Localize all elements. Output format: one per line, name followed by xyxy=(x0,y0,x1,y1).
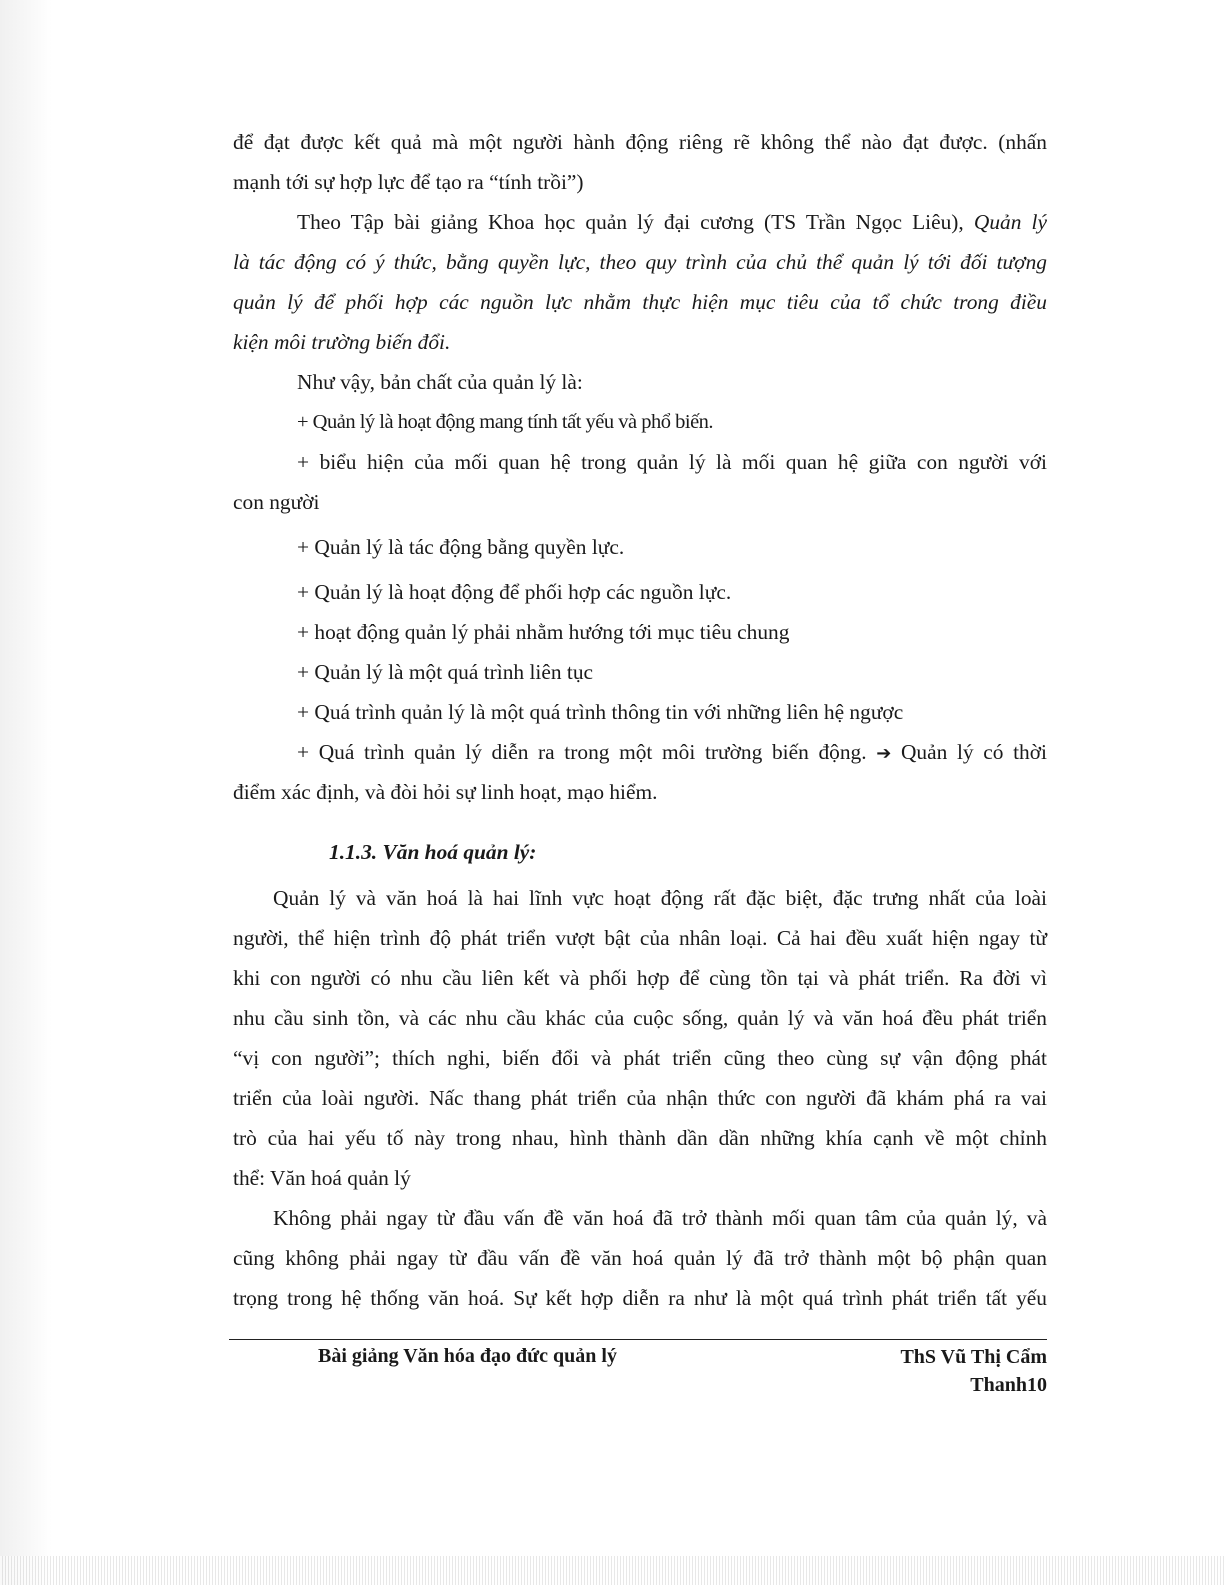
bullet-item: + biểu hiện của mối quan hệ trong quản lý là mối quan hệ giữa con người với xyxy=(297,450,1047,474)
footer-author-name: ThS Vũ Thị Cẩm xyxy=(900,1346,1047,1368)
definition-line: là tác động có ý thức, bằng quyền lực, theo quy trình của chủ thể quản lý tới đối tượng xyxy=(233,250,1047,274)
definition-line: kiện môi trường biến đổi. xyxy=(233,330,451,354)
body-line: trò của hai yếu tố này trong nhau, hình thành dần dần những khía cạnh về một chỉnh xyxy=(233,1126,1047,1150)
body-line: nhu cầu sinh tồn, và các nhu cầu khác của cuộc sống, quản lý và văn hoá đều phát triển xyxy=(233,1006,1047,1030)
body-line: khi con người có nhu cầu liên kết và phối hợp để cùng tồn tại và phát triển. Ra đời vì xyxy=(233,966,1047,990)
bullet-item: + Quản lý là hoạt động mang tính tất yếu và phổ biến. xyxy=(297,411,714,433)
body-line: người, thể hiện trình độ phát triển vượt bật của nhân loại. Cả hai đều xuất hiện ngay từ xyxy=(233,926,1047,950)
definition-start: Quản lý xyxy=(973,210,1047,234)
body-line: thể: Văn hoá quản lý xyxy=(233,1166,411,1190)
definition-line: quản lý để phối hợp các nguồn lực nhằm thực hiện mục tiêu của tổ chức trong điều xyxy=(233,290,1047,314)
bullet-text: Quản lý có thời xyxy=(900,740,1047,764)
bullet-text: + Quá trình quản lý diễn ra trong một môi trường biến động. xyxy=(297,740,867,764)
body-line: Như vậy, bản chất của quản lý là: xyxy=(297,370,583,394)
footer-divider xyxy=(229,1339,1047,1340)
bullet-item: + Quản lý là hoạt động để phối hợp các nguồn lực. xyxy=(297,580,732,604)
bullet-item xyxy=(233,732,1047,772)
scan-bottom-strip xyxy=(0,1556,1225,1585)
footer-course-title: Bài giảng Văn hóa đạo đức quản lý xyxy=(318,1345,617,1367)
body-line: triển của loài người. Nấc thang phát triển của nhận thức con người đã khám phá ra vai xyxy=(233,1086,1047,1110)
right-arrow-icon: ➔ xyxy=(876,743,892,764)
body-line xyxy=(233,202,1047,242)
body-line: cũng không phải ngay từ đầu vấn đề văn hoá quản lý đã trở thành một bộ phận quan xyxy=(233,1246,1047,1270)
bullet-item: + Quản lý là tác động bằng quyền lực. xyxy=(297,535,625,559)
bullet-item-continuation: điểm xác định, và đòi hỏi sự linh hoạt, mạo hiểm. xyxy=(233,780,658,804)
document-body xyxy=(233,122,1047,1318)
body-line: “vị con người”; thích nghi, biến đổi và phát triển cũng theo cùng sự vận động phát xyxy=(233,1046,1047,1070)
citation-text: Theo Tập bài giảng Khoa học quản lý đại cương (TS Trần Ngọc Liêu), xyxy=(297,210,964,234)
body-line: để đạt được kết quả mà một người hành động riêng rẽ không thể nào đạt được. (nhấn xyxy=(233,130,1047,154)
body-line: Quản lý và văn hoá là hai lĩnh vực hoạt động rất đặc biệt, đặc trưng nhất của loài xyxy=(273,886,1047,910)
scan-page-edge xyxy=(0,0,52,1585)
bullet-item: + Quá trình quản lý là một quá trình thông tin với những liên hệ ngược xyxy=(297,700,904,724)
footer-author xyxy=(827,1343,1047,1399)
body-line: mạnh tới sự hợp lực để tạo ra “tính trồi”) xyxy=(233,170,584,194)
bullet-item: + Quản lý là một quá trình liên tục xyxy=(297,660,594,684)
section-heading: 1.1.3. Văn hoá quản lý: xyxy=(329,840,537,864)
footer-author-page: Thanh10 xyxy=(970,1374,1047,1396)
bullet-item-continuation: con người xyxy=(233,490,320,514)
body-line: Không phải ngay từ đầu vấn đề văn hoá đã trở thành mối quan tâm của quản lý, và xyxy=(273,1206,1047,1230)
bullet-item: + hoạt động quản lý phải nhằm hướng tới mục tiêu chung xyxy=(297,620,790,644)
body-line: trọng trong hệ thống văn hoá. Sự kết hợp diễn ra như là một quá trình phát triển tất yếu xyxy=(233,1286,1047,1310)
